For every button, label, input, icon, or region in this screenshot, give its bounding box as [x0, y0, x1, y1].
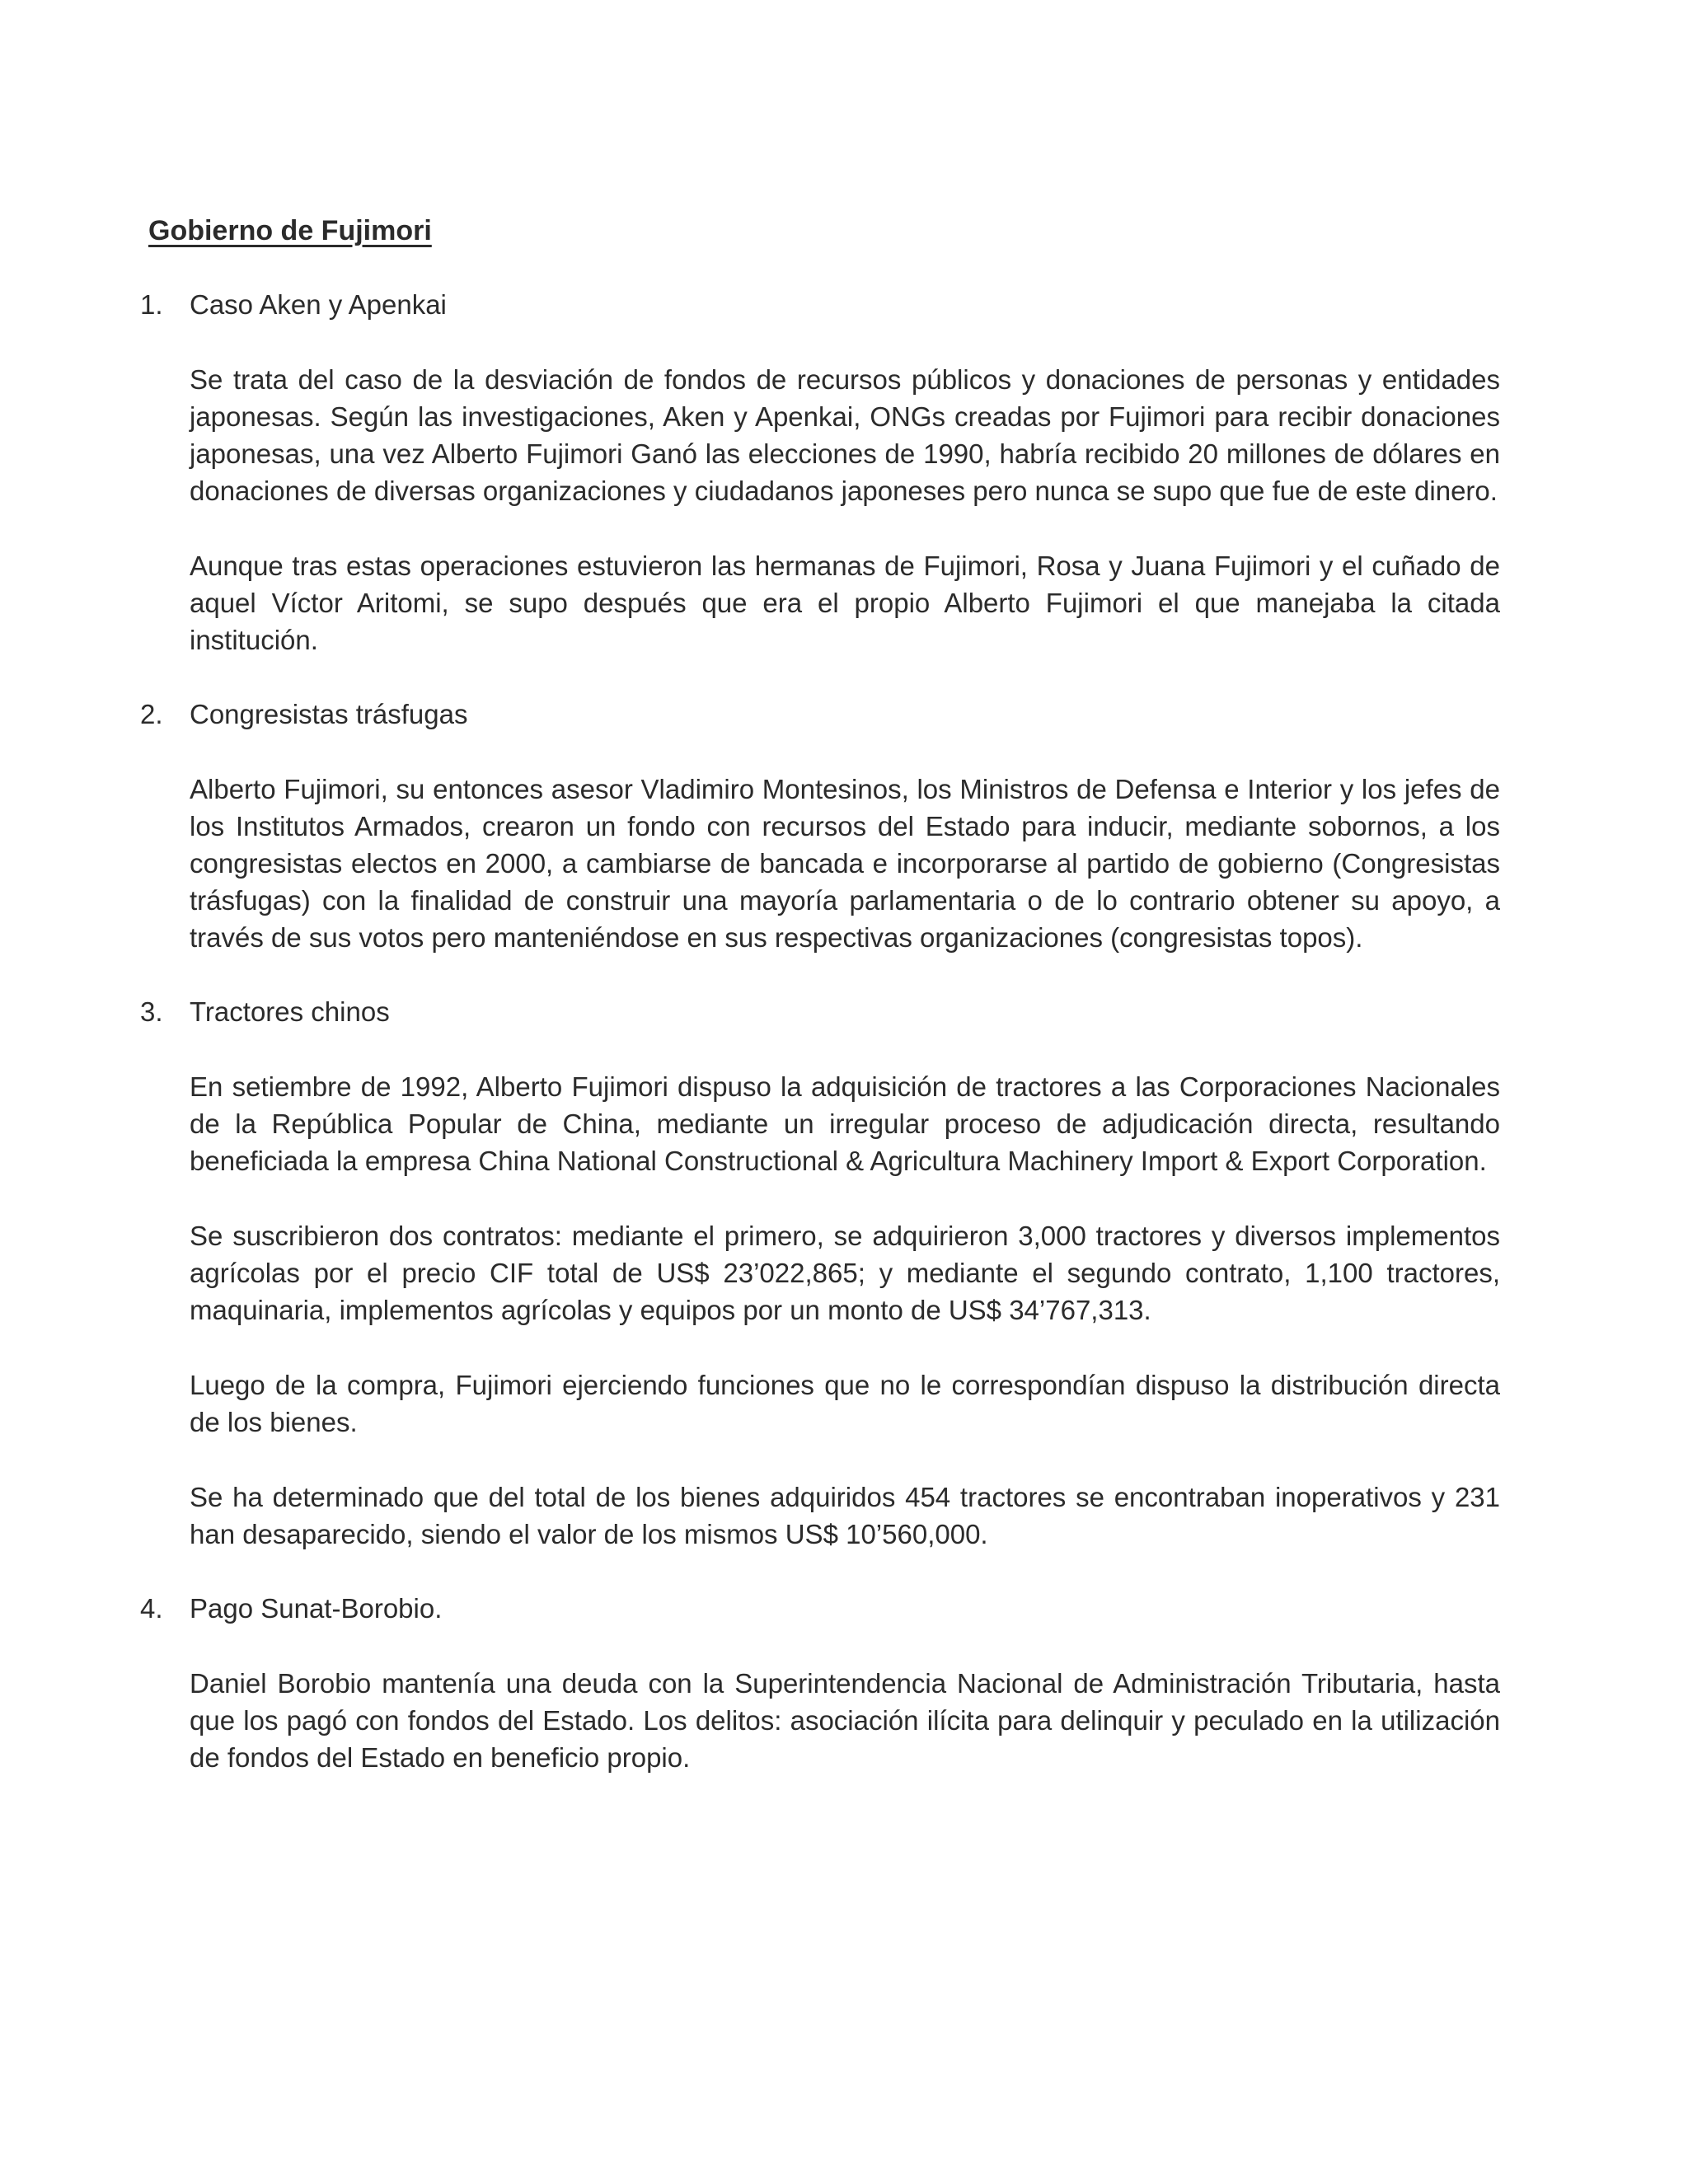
- section-paragraph: Luego de la compra, Fujimori ejerciendo funciones que no le correspondían dispuso la distribución directa de los bienes.: [190, 1370, 1500, 1437]
- section-paragraph: Se suscribieron dos contratos: mediante el primero, se adquirieron 3,000 tractores y diversos implementos agrícolas por el precio CIF total de US$ 23’022,865; y mediante el segundo contrato, 1,100 tractores, maquinaria, implementos agrícolas y equipos por un monto de US$ 34’767,313.: [190, 1221, 1500, 1325]
- section-item: [140, 287, 1500, 658]
- section-paragraph: Se trata del caso de la desviación de fondos de recursos públicos y donaciones de personas y entidades japonesas. Según las investigaciones, Aken y Apenkai, ONGs creadas por Fujimori para recibir donaciones japonesas, una vez Alberto Fujimori Ganó las elecciones de 1990, habría recibido 20 millones de dólares en donaciones de diversas organizaciones y ciudadanos japoneses pero nunca se supo que fue de este dinero.: [190, 364, 1500, 506]
- section-heading: [140, 696, 1500, 733]
- section-paragraph: Daniel Borobio mantenía una deuda con la Superintendencia Nacional de Administración Tributaria, hasta que los pagó con fondos del Estado. Los delitos: asociación ilícita para delinquir y peculado en la utilización de fondos del Estado en beneficio propio.: [190, 1668, 1500, 1773]
- section-heading: [140, 1591, 1500, 1627]
- section-heading: [140, 994, 1500, 1030]
- section-heading-text: Caso Aken y Apenkai: [190, 289, 447, 320]
- section-heading: [140, 287, 1500, 323]
- document-title: Gobierno de Fujimori: [148, 215, 432, 246]
- section-paragraph: Alberto Fujimori, su entonces asesor Vladimiro Montesinos, los Ministros de Defensa e Interior y los jefes de los Institutos Armados, crearon un fondo con recursos del Estado para inducir, mediante sobornos, a los congresistas electos en 2000, a cambiarse de bancada e incorporarse al partido de gobierno (Congresistas trásfugas) con la finalidad de construir una mayoría parlamentaria o de lo contrario obtener su apoyo, a través de sus votos pero manteniéndose en sus respectivas organizaciones (congresistas topos).: [190, 774, 1500, 953]
- section-paragraph: En setiembre de 1992, Alberto Fujimori dispuso la adquisición de tractores a las Corporaciones Nacionales de la República Popular de China, mediante un irregular proceso de adjudicación directa, resultando beneficiada la empresa China National Constructional & Agricultura Machinery Import & Export Corporation.: [190, 1071, 1500, 1176]
- section-heading-text: Congresistas trásfugas: [190, 699, 468, 729]
- section-number: 1.: [140, 289, 163, 320]
- section-list: [140, 287, 1500, 1776]
- section-paragraph: Se ha determinado que del total de los bienes adquiridos 454 tractores se encontraban inoperativos y 231 han desaparecido, siendo el valor de los mismos US$ 10’560,000.: [190, 1482, 1500, 1549]
- section-number: 4.: [140, 1593, 163, 1624]
- section-item: [140, 696, 1500, 956]
- section-heading-text: Pago Sunat-Borobio.: [190, 1593, 443, 1624]
- section-item: [140, 1591, 1500, 1776]
- section-heading-text: Tractores chinos: [190, 996, 390, 1027]
- section-item: [140, 994, 1500, 1553]
- section-number: 3.: [140, 996, 163, 1027]
- section-number: 2.: [140, 699, 163, 729]
- section-paragraph: Aunque tras estas operaciones estuvieron las hermanas de Fujimori, Rosa y Juana Fujimori y el cuñado de aquel Víctor Aritomi, se supo después que era el propio Alberto Fujimori el que manejaba la citada institución.: [190, 551, 1500, 655]
